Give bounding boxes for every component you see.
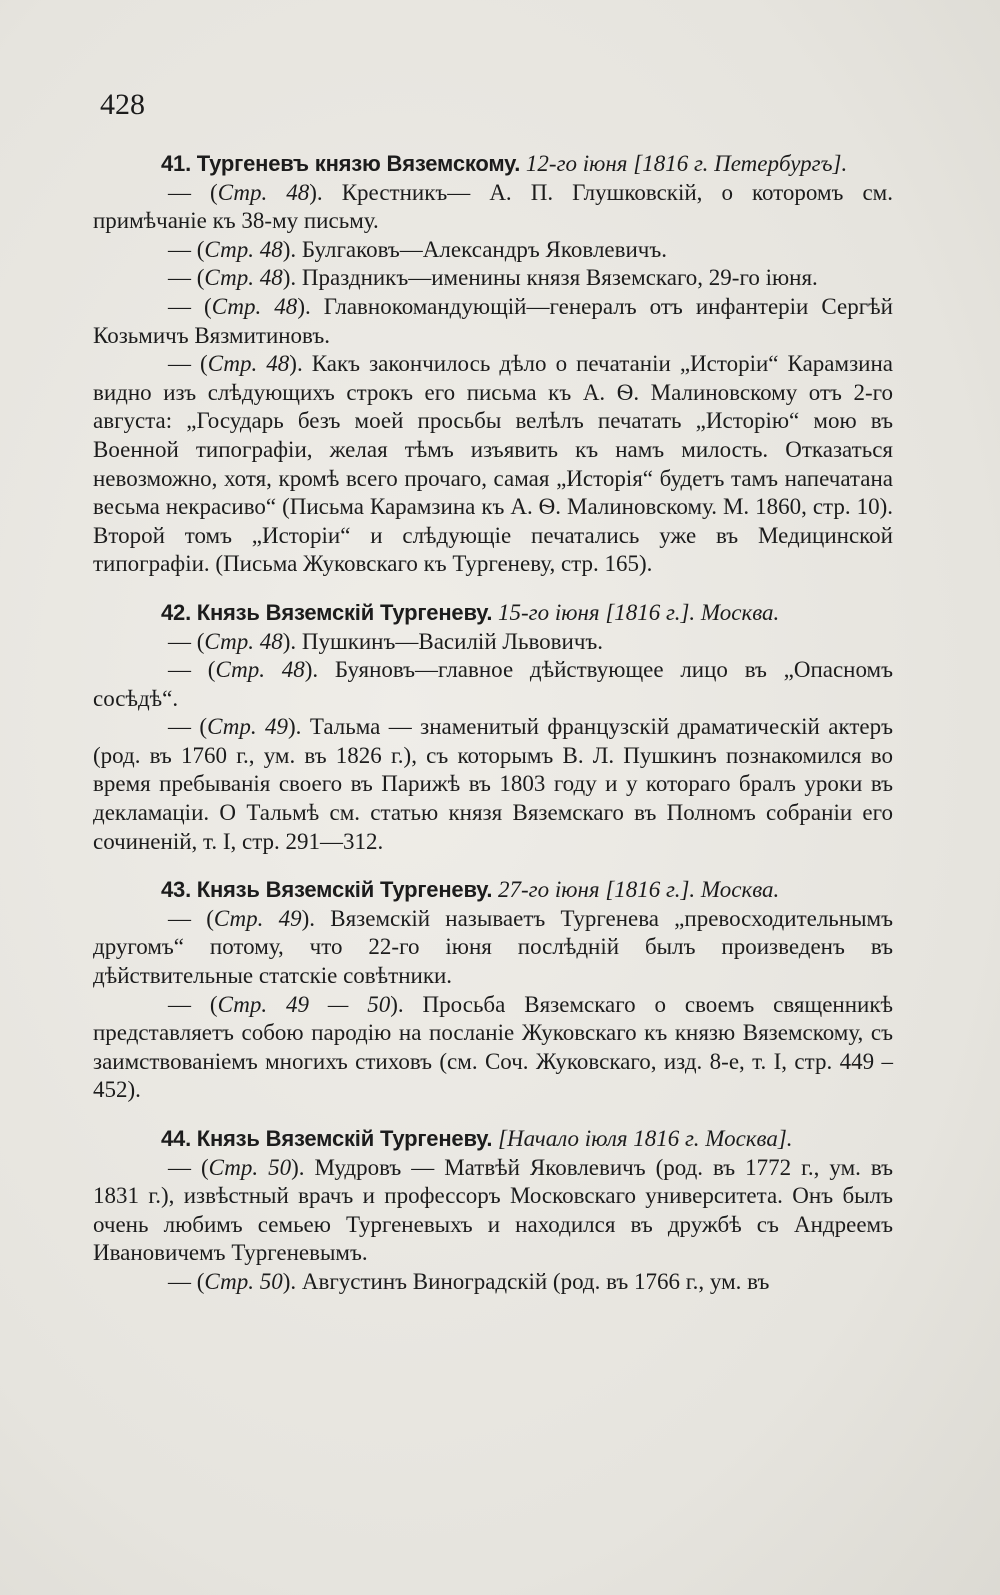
letter-42 <box>93 599 893 856</box>
letter-number: 41. <box>161 151 191 176</box>
letter-date: 12-го iюня [1816 г. Петербургъ]. <box>525 151 848 176</box>
note: — (Стр. 48). Крестникъ— А. П. Глушковскiй, о которомъ см. примѣчанiе къ 38-му письму. <box>93 179 893 234</box>
letter-date: 27-го iюня [1816 г.]. Москва. <box>498 877 780 903</box>
note-ref: Стр. 48 <box>207 351 290 377</box>
letter-sender: Князь Вяземскiй Тургеневу. <box>196 599 493 625</box>
note: — (Стр. 48). Пушкинъ—Василiй Львовичъ. <box>168 628 604 654</box>
note-ref: Стр. 49 <box>207 714 289 740</box>
note-text: Тальма — знаменитый французскiй драматическiй актеръ (род. въ 1760 г., ум. въ 1826 г.), съ которымъ В. Л. Пушкинъ познакомился во время пребыванiя своего въ Парижѣ въ 1803 году и у котораго бралъ уроки въ декламацiи. О Тальмѣ см. статью князя Вяземскаго въ Полномъ собранiи его сочиненiй, т. I, стр. 291—312. <box>93 714 893 854</box>
note-text: Булгаковъ—Александръ Яковлевичъ. <box>301 236 668 262</box>
note-ref: Стр. 50 <box>208 1154 292 1180</box>
note: — (Стр. 50). Мудровъ — Матвѣй Яковлевичъ (род. въ 1772 г., ум. въ 1831 г.), извѣстный врачъ и профессоръ Московскаго университета. Онъ былъ очень любимъ семьею Тургеневыхъ и находился въ дружбѣ съ Андреемъ Ивановичемъ Тургеневымъ. <box>93 1154 894 1266</box>
note: — (Стр. 48). Булгаковъ—Александръ Яковлевичъ. <box>168 236 668 262</box>
letter-44 <box>93 1125 893 1297</box>
letter-number: 43. <box>161 877 191 903</box>
note-text: Просьба Вяземскаго о своемъ священникѣ представляетъ собою пародiю на посланiе Жуковскаго къ князю Вяземскому, съ заимствованiемъ многихъ стиховъ (см. Соч. Жуковскаго, изд. 8-е, т. I, стр. 449 – 452). <box>93 991 893 1103</box>
letter-heading <box>93 150 893 179</box>
note-ref: Стр. 48 <box>215 657 305 683</box>
note-text: Буяновъ—главное дѣйствующее лицо въ „Опасномъ сосѣдѣ“. <box>93 657 893 711</box>
note-ref: Стр. 49 <box>213 905 302 931</box>
note-text: Вяземскiй называетъ Тургенева „превосходительнымъ другомъ“ потому, что 22-го iюня послѣднiй былъ произведенъ въ дѣйствительные статскiе совѣтники. <box>93 905 893 989</box>
letter-number: 42. <box>161 599 191 625</box>
letter-date: 15-го iюня [1816 г.]. Москва. <box>498 599 780 625</box>
note-ref: Стр. 48 <box>217 179 310 205</box>
note: — (Стр. 49). Тальма — знаменитый французскiй драматическiй актеръ (род. въ 1760 г., ум. въ 1826 г.), съ которымъ В. Л. Пушкинъ познакомился во время пребыванiя своего въ Парижѣ въ 1803 году и у котораго бралъ уроки въ декламацiи. О Тальмѣ см. статью князя Вяземскаго въ Полномъ собранiи его сочиненiй, т. I, стр. 291—312. <box>93 714 893 854</box>
letter-heading <box>93 1125 893 1154</box>
note-text: Главнокомандующiй—генералъ отъ инфантерiи Сергѣй Козьмичъ Вязмитиновъ. <box>93 293 893 348</box>
note-text: Августинъ Виноградскiй (род. въ 1766 г., ум. въ <box>301 1268 770 1294</box>
note: — (Стр. 48). Главнокомандующiй—генералъ отъ инфантерiи Сергѣй Козьмичъ Вязмитиновъ. <box>93 293 893 348</box>
note-ref: Стр. 48 <box>211 293 298 319</box>
note-text: Праздникъ—именины князя Вяземскаго, 29-го iюня. <box>301 265 818 291</box>
note-text: Какъ закончилось дѣло о печатанiи „Исторiи“ Карамзина видно изъ слѣдующихъ строкъ его письма къ А. Ѳ. Малиновскому отъ 2-го августа: „Государь безъ моей просьбы велѣлъ печатать „Исторiю“ мою въ Военной типографiи, желая тѣмъ изъявить къ намъ милость. Отказаться невозможно, хотя, кромѣ всего прочаго, самая „Исторiя“ будетъ тамъ напечатана весьма некрасиво“ (Письма Карамзина къ А. Ѳ. Малиновскому. М. 1860, стр. 10). Второй томъ „Исторiи“ и слѣдующiе печатались уже въ Медицинской типографiи. (Письма Жуковскаго къ Тургеневу, стр. 165). <box>93 351 893 577</box>
note-ref: Стр. 48 <box>204 265 283 291</box>
letter-sender: Тургеневъ князю Вяземскому. <box>196 151 521 176</box>
note-ref: Стр. 49 — 50 <box>217 991 391 1017</box>
note-ref: Стр. 48 <box>204 236 283 262</box>
note-text: Крестникъ— А. П. Глушковскiй, о которомъ см. примѣчанiе къ 38-му письму. <box>93 179 893 234</box>
note: — (Стр. 48). Праздникъ—именины князя Вяземскаго, 29-го iюня. <box>168 265 818 291</box>
letter-heading <box>93 599 893 628</box>
note: — (Стр. 48). Какъ закончилось дѣло о печатанiи „Исторiи“ Карамзина видно изъ слѣдующихъ строкъ его письма къ А. Ѳ. Малиновскому отъ 2-го августа: „Государь безъ моей просьбы велѣлъ печатать „Исторiю“ мою въ Военной типографiи, желая тѣмъ изъявить къ намъ милость. Отказаться невозможно, хотя, кромѣ всего прочаго, самая „Исторiя“ будетъ тамъ напечатана весьма некрасиво“ (Письма Карамзина къ А. Ѳ. Малиновскому. М. 1860, стр. 10). Второй томъ „Исторiи“ и слѣдующiе печатались уже въ Медицинской типографiи. (Письма Жуковскаго къ Тургеневу, стр. 165). <box>93 351 893 577</box>
note: — (Стр. 49 — 50). Просьба Вяземскаго о своемъ священникѣ представляетъ собою пародiю на посланiе Жуковскаго къ князю Вяземскому, съ заимствованiемъ многихъ стиховъ (см. Соч. Жуковскаго, изд. 8-е, т. I, стр. 449 – 452). <box>93 991 893 1103</box>
letter-number: 44. <box>161 1126 191 1151</box>
letter-41 <box>93 150 893 579</box>
letter-sender: Князь Вяземскiй Тургеневу. <box>196 877 493 903</box>
note-text: Пушкинъ—Василiй Львовичъ. <box>301 628 604 654</box>
page-body <box>93 150 893 1317</box>
note-text: Мудровъ — Матвѣй Яковлевичъ (род. въ 1772 г., ум. въ 1831 г.), извѣстный врачъ и профессоръ Московскаго университета. Онъ былъ очень любимъ семьею Тургеневыхъ и находился въ дружбѣ съ Андреемъ Ивановичемъ Тургеневымъ. <box>93 1154 894 1266</box>
letter-heading <box>93 876 893 905</box>
note: — (Стр. 49). Вяземскiй называетъ Тургенева „превосходительнымъ другомъ“ потому, что 22-го iюня послѣднiй былъ произведенъ въ дѣйствительные статскiе совѣтники. <box>93 905 893 989</box>
letter-date: [Начало iюля 1816 г. Москва]. <box>498 1126 793 1151</box>
note: — (Стр. 48). Буяновъ—главное дѣйствующее лицо въ „Опасномъ сосѣдѣ“. <box>93 657 893 711</box>
note-ref: Стр. 48 <box>204 628 283 654</box>
note-ref: Стр. 50 <box>204 1268 283 1294</box>
note: — (Стр. 50). Августинъ Виноградскiй (род. въ 1766 г., ум. въ <box>168 1268 770 1294</box>
letter-sender: Князь Вяземскiй Тургеневу. <box>196 1126 493 1151</box>
page-number: 428 <box>100 88 145 121</box>
letter-43 <box>93 876 893 1105</box>
